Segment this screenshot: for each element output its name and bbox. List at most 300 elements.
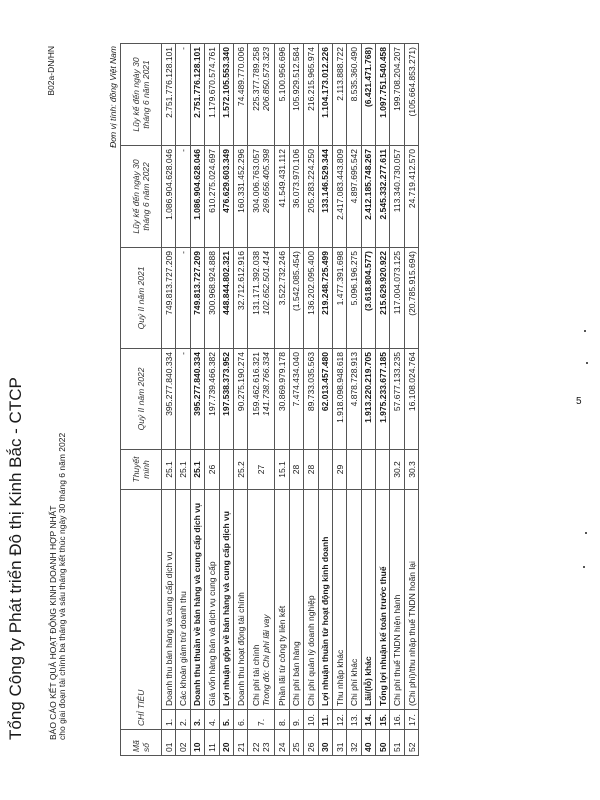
- row-ytd-2021: [318, 44, 332, 146]
- row-note: [289, 450, 303, 490]
- scan-mark: [585, 532, 587, 534]
- row-note: [318, 450, 332, 490]
- row-ytd-2021-text: 5.100.956.696: [277, 47, 288, 102]
- row-item: [190, 490, 204, 710]
- table-row: [205, 44, 219, 756]
- row-note: [275, 450, 289, 490]
- row-q2-2021: [205, 248, 219, 349]
- header-item: CHỈ TIÊU: [121, 490, 162, 730]
- row-ytd-2021: [275, 44, 289, 146]
- row-note-text: 25.1: [192, 461, 203, 478]
- row-q2-2021: [176, 248, 190, 349]
- row-code-text: 51: [392, 742, 403, 752]
- row-q2-2022-text: 1.913.220.219.705: [363, 352, 374, 423]
- table-row: [176, 44, 190, 756]
- row-item-text: (Chi phí)/thu nhập thuế TNDN hoãn lại: [406, 561, 417, 706]
- row-item: [248, 490, 275, 710]
- row-q2-2021-text: 749.813.727.209: [163, 251, 174, 315]
- row-note: [347, 450, 361, 490]
- row-item: [376, 490, 390, 710]
- row-q2-2021: [289, 248, 303, 349]
- row-number-text: 4.: [206, 718, 217, 726]
- table-row: [390, 44, 404, 756]
- row-ytd-2022: [376, 146, 390, 248]
- row-ytd-2021-text: 1.104.173.012.226: [320, 47, 331, 118]
- report-period: cho giai đoạn tài chính ba tháng và sáu tháng kết thúc ngày 30 tháng 6 năm 2022: [57, 432, 67, 740]
- row-q2-2022-text: 16.108.024.764: [406, 352, 417, 412]
- row-item: [275, 490, 289, 710]
- row-number: [233, 710, 247, 730]
- row-code: [404, 730, 418, 756]
- row-code: [304, 730, 318, 756]
- row-code: [318, 730, 332, 756]
- row-q2-2021: [219, 248, 233, 349]
- row-code-text: 10: [192, 742, 203, 752]
- row-note: [390, 450, 404, 490]
- row-q2-2021: [275, 248, 289, 349]
- row-q2-2021-text: (20.785.915.694): [406, 251, 417, 316]
- row-code: [162, 730, 176, 756]
- table-header-row: [121, 44, 162, 756]
- row-number: [361, 710, 375, 730]
- row-q2-2022: [289, 349, 303, 450]
- row-ytd-2022-text: 160.331.452.296: [235, 149, 246, 213]
- row-note-text: 28: [291, 464, 302, 475]
- row-code: [390, 730, 404, 756]
- row-q2-2021: [248, 248, 275, 349]
- row-number: [248, 710, 275, 730]
- row-number: [304, 710, 318, 730]
- row-q2-2022: [404, 349, 418, 450]
- row-code: [289, 730, 303, 756]
- row-ytd-2021-text: 1.097.751.540.458: [377, 47, 388, 118]
- row-q2-2021-text: 300.968.924.888: [206, 251, 217, 315]
- row-ytd-2022-text: 41.549.431.112: [277, 149, 288, 208]
- row-item-text: Chi phí thuế TNDN hiện hành: [392, 594, 403, 706]
- row-ytd-2022: [162, 146, 176, 248]
- row-note-text: 30.2: [392, 461, 403, 478]
- row-number-text: 7.: [256, 718, 267, 726]
- row-ytd-2022: [318, 146, 332, 248]
- row-ytd-2022-text: 2.545.332.277.611: [377, 149, 388, 220]
- row-ytd-2022: [404, 146, 418, 248]
- row-item: [361, 490, 375, 710]
- row-code-text: 26: [305, 742, 316, 752]
- row-item: [162, 490, 176, 710]
- row-ytd-2022: [289, 146, 303, 248]
- row-q2-2021-text: (3.618.804.577): [363, 251, 374, 312]
- row-ytd-2021-text: 8.535.360.490: [348, 47, 359, 102]
- row-q2-2022: [190, 349, 204, 450]
- row-q2-2022-text: 57.677.133.235: [392, 352, 403, 412]
- row-q2-2022-text: 159.462.616.321: [251, 352, 262, 416]
- row-note-text: 26: [206, 464, 217, 475]
- table-row: [376, 44, 390, 756]
- row-number: [162, 710, 176, 730]
- row-code-text: 25: [291, 742, 302, 752]
- row-q2-2021-text: -: [178, 251, 189, 254]
- row-ytd-2021: [361, 44, 375, 146]
- row-q2-2022: [275, 349, 289, 450]
- row-code-text: 02: [178, 742, 189, 752]
- company-name: Tổng Công ty Phát triển Đô thị Kinh Bắc - CTCP: [6, 377, 25, 740]
- row-q2-2021-text: 32.712.612.916: [235, 251, 246, 311]
- table-row: [404, 44, 418, 756]
- row-ytd-2021: [233, 44, 247, 146]
- row-code: [190, 730, 204, 756]
- row-q2-2021-text: 215.629.920.922: [377, 251, 388, 315]
- row-q2-2022: [248, 349, 275, 450]
- row-code: [376, 730, 390, 756]
- row-note: [219, 450, 233, 490]
- row-number: [332, 710, 346, 730]
- row-ytd-2022-text: 2.412.185.748.267: [363, 149, 374, 220]
- row-code-text: 40: [363, 742, 374, 752]
- row-note-text: 27: [256, 464, 267, 475]
- row-ytd-2022: [176, 146, 190, 248]
- row-ytd-2022: [304, 146, 318, 248]
- row-number: [205, 710, 219, 730]
- row-ytd-2021-text: 225.377.789.258: [251, 47, 262, 111]
- table-row: [275, 44, 289, 756]
- row-item: [176, 490, 190, 710]
- report-title: BÁO CÁO KẾT QUẢ HOẠT ĐỘNG KINH DOANH HỢP NHẤT: [48, 505, 58, 740]
- row-code: [233, 730, 247, 756]
- row-item-sub: Trong đó: Chi phí lãi vay: [261, 614, 272, 706]
- row-number: [219, 710, 233, 730]
- row-ytd-2021: [376, 44, 390, 146]
- row-ytd-2022-text: 36.073.970.106: [291, 149, 302, 209]
- table-row: [289, 44, 303, 756]
- row-ytd-2022-text: 304.006.763.057: [251, 149, 262, 213]
- row-number-text: 12.: [334, 714, 345, 726]
- row-note: [404, 450, 418, 490]
- row-ytd-2022-sub: 269.656.405.398: [261, 149, 272, 213]
- row-code-text: 22: [251, 742, 262, 752]
- row-number-text: 5.: [221, 718, 232, 726]
- row-q2-2022: [361, 349, 375, 450]
- row-item-text: Phần lãi từ công ty liên kết: [277, 605, 288, 706]
- row-q2-2021-text: 749.813.727.209: [192, 251, 203, 315]
- row-q2-2022-text: 4.878.728.913: [348, 352, 359, 407]
- row-ytd-2021-text: 216.215.965.974: [305, 47, 316, 111]
- row-item-text: Doanh thu hoạt động tài chính: [235, 592, 246, 706]
- row-code-text: 11: [206, 743, 217, 752]
- row-item-text: Doanh thu bán hàng và cung cấp dịch vụ: [163, 551, 174, 706]
- row-note-text: 25.1: [178, 461, 189, 478]
- row-ytd-2021-text: 1.572.105.553.340: [221, 47, 232, 118]
- row-note-text: 15.1: [277, 461, 288, 478]
- row-code: [248, 730, 275, 756]
- row-q2-2021-text: 5.096.196.275: [348, 251, 359, 306]
- row-ytd-2021-text: 2.751.776.128.101: [192, 47, 203, 118]
- table-row: [233, 44, 247, 756]
- table-row: [248, 44, 275, 756]
- row-ytd-2021: [289, 44, 303, 146]
- row-ytd-2021-text: 2.751.776.128.101: [163, 47, 174, 118]
- row-code-text: 20: [221, 742, 232, 752]
- currency-unit: Đơn vị tính: đồng Việt Nam: [108, 46, 118, 148]
- row-code: [205, 730, 219, 756]
- row-number: [190, 710, 204, 730]
- row-q2-2022-text: 90.275.190.274: [235, 352, 246, 412]
- row-note: [361, 450, 375, 490]
- row-ytd-2021-text: 105.929.512.584: [291, 47, 302, 111]
- row-q2-2022-text: 197.739.466.382: [206, 352, 217, 416]
- table-row: [190, 44, 204, 756]
- row-q2-2021-text: 219.248.725.499: [320, 251, 331, 315]
- row-item: [304, 490, 318, 710]
- scan-mark: [583, 566, 585, 568]
- row-q2-2022-text: 395.277.840.334: [163, 352, 174, 416]
- row-number: [275, 710, 289, 730]
- row-q2-2022-text: 1.918.098.948.618: [334, 352, 345, 423]
- row-note: [376, 450, 390, 490]
- row-number: [318, 710, 332, 730]
- row-q2-2021: [233, 248, 247, 349]
- row-q2-2022-text: 30.869.979.178: [277, 352, 288, 412]
- header-q2-2021: Quý II năm 2021: [121, 248, 162, 349]
- row-q2-2021: [190, 248, 204, 349]
- row-q2-2021-text: 117.004.073.125: [392, 251, 403, 315]
- row-q2-2022-text: 62.013.457.480: [320, 352, 331, 412]
- row-number-text: 17.: [406, 714, 417, 726]
- row-ytd-2021-text: 199.708.204.207: [392, 47, 403, 111]
- row-q2-2021: [390, 248, 404, 349]
- row-item: [404, 490, 418, 710]
- row-item-text: Các khoản giảm trừ doanh thu: [178, 591, 189, 706]
- row-note-text: 28: [305, 464, 316, 475]
- row-ytd-2022: [332, 146, 346, 248]
- table-row: [304, 44, 318, 756]
- row-q2-2021: [162, 248, 176, 349]
- header-q2-2022: Quý II năm 2022: [121, 349, 162, 450]
- row-q2-2021: [376, 248, 390, 349]
- row-number-text: 13.: [348, 714, 359, 726]
- row-number: [390, 710, 404, 730]
- table-row: [318, 44, 332, 756]
- row-code-text: 52: [406, 742, 417, 752]
- row-item-text: Giá vốn hàng bán và dịch vụ cung cấp: [206, 561, 217, 706]
- row-code-sub: 23: [261, 742, 272, 752]
- table-row: [162, 44, 176, 756]
- row-code: [219, 730, 233, 756]
- table-row: [332, 44, 346, 756]
- row-q2-2021-text: 131.171.392.038: [251, 251, 262, 315]
- row-number-text: 10.: [305, 714, 316, 726]
- row-note: [248, 450, 275, 490]
- row-ytd-2021: [390, 44, 404, 146]
- row-q2-2021: [332, 248, 346, 349]
- scan-mark: [586, 362, 588, 364]
- row-q2-2022-sub: 141.738.766.334: [261, 352, 272, 416]
- row-item-text: Doanh thu thuần về bán hàng và cung cấp dịch vụ: [192, 502, 203, 706]
- row-item-text: Thu nhập khác: [334, 649, 345, 706]
- row-item-text: Lợi nhuận thuần từ hoạt động kinh doanh: [320, 536, 331, 706]
- row-q2-2022: [347, 349, 361, 450]
- row-ytd-2022-text: 24.719.412.570: [406, 149, 417, 209]
- header-ytd-2021: Lũy kế đến ngày 30 tháng 6 năm 2021: [121, 44, 162, 146]
- row-number: [376, 710, 390, 730]
- row-q2-2021: [347, 248, 361, 349]
- page-number: 5: [576, 396, 582, 407]
- row-ytd-2022-text: 133.146.529.344: [320, 149, 331, 213]
- row-note: [233, 450, 247, 490]
- row-q2-2022: [219, 349, 233, 450]
- row-note: [162, 450, 176, 490]
- row-item: [205, 490, 219, 710]
- row-number-text: 2.: [178, 718, 189, 726]
- row-code: [361, 730, 375, 756]
- row-q2-2021-text: 3.522.732.246: [277, 251, 288, 306]
- row-ytd-2021-text: 1.179.670.574.761: [206, 47, 217, 118]
- row-ytd-2021: [248, 44, 275, 146]
- row-ytd-2021: [205, 44, 219, 146]
- table-row: [219, 44, 233, 756]
- row-ytd-2022: [361, 146, 375, 248]
- header-note: Thuyết minh: [121, 450, 162, 490]
- scan-mark: [584, 330, 586, 332]
- row-number-text: 15.: [377, 714, 388, 726]
- row-ytd-2022: [233, 146, 247, 248]
- row-q2-2022: [390, 349, 404, 450]
- row-q2-2022-text: -: [178, 352, 189, 355]
- row-code-text: 21: [235, 742, 246, 752]
- row-ytd-2022-text: 205.283.224.250: [305, 149, 316, 213]
- row-q2-2022: [162, 349, 176, 450]
- row-note: [304, 450, 318, 490]
- row-number-text: 8.: [277, 718, 288, 726]
- row-ytd-2022-text: 2.417.083.443.809: [334, 149, 345, 220]
- row-item: [233, 490, 247, 710]
- row-ytd-2022-text: 610.275.024.697: [206, 149, 217, 213]
- row-ytd-2022-text: 1.086.904.628.046: [163, 149, 174, 220]
- row-note-text: 25.2: [235, 461, 246, 478]
- row-code-text: 31: [334, 742, 345, 752]
- row-number-text: 6.: [235, 718, 246, 726]
- row-number-text: 1.: [163, 718, 174, 726]
- row-item: [347, 490, 361, 710]
- row-q2-2022-text: 1.975.233.677.185: [377, 352, 388, 423]
- row-q2-2022: [376, 349, 390, 450]
- row-note-text: 29: [334, 464, 345, 475]
- row-item-text: Tổng lợi nhuận kế toán trước thuế: [377, 566, 388, 706]
- row-ytd-2021-text: 2.113.888.722: [334, 47, 345, 101]
- row-item-text: Chi phí khác: [348, 658, 359, 706]
- row-ytd-2022-text: 113.340.730.057: [392, 149, 403, 213]
- header-ytd-2022: Lũy kế đến ngày 30 tháng 6 năm 2022: [121, 146, 162, 248]
- row-number: [347, 710, 361, 730]
- row-code-text: 32: [348, 742, 359, 752]
- row-code-text: 50: [377, 742, 388, 752]
- row-q2-2021-text: 1.477.391.698: [334, 251, 345, 306]
- row-ytd-2021: [304, 44, 318, 146]
- row-item-text: Lãi/(lỗ) khác: [363, 656, 374, 706]
- row-ytd-2021-sub: 206.850.573.323: [261, 47, 272, 111]
- row-code: [275, 730, 289, 756]
- row-q2-2022: [176, 349, 190, 450]
- row-q2-2021: [318, 248, 332, 349]
- row-code-text: 24: [277, 742, 288, 752]
- row-number-text: 14.: [363, 714, 374, 726]
- row-ytd-2022: [190, 146, 204, 248]
- row-ytd-2021: [332, 44, 346, 146]
- row-q2-2022-text: 197.538.373.952: [221, 352, 232, 416]
- row-ytd-2021-text: (6.421.471.768): [363, 47, 374, 108]
- row-note: [190, 450, 204, 490]
- row-code: [347, 730, 361, 756]
- row-ytd-2022: [275, 146, 289, 248]
- row-number: [404, 710, 418, 730]
- row-number-text: 3.: [192, 718, 203, 726]
- row-q2-2022: [205, 349, 219, 450]
- row-item: [332, 490, 346, 710]
- row-ytd-2022: [205, 146, 219, 248]
- row-q2-2022-text: 395.277.840.334: [192, 352, 203, 416]
- form-code: B02a-DN/HN: [46, 46, 56, 96]
- row-note: [205, 450, 219, 490]
- table-row: [347, 44, 361, 756]
- row-ytd-2021-text: 74.489.770.006: [235, 47, 246, 107]
- row-item: [219, 490, 233, 710]
- row-item-text: Chi phí tài chính: [251, 644, 262, 706]
- row-note-text: 30.3: [406, 461, 417, 478]
- row-ytd-2021: [347, 44, 361, 146]
- row-ytd-2021: [219, 44, 233, 146]
- row-code-text: 01: [163, 742, 174, 752]
- row-note: [176, 450, 190, 490]
- row-q2-2022: [332, 349, 346, 450]
- row-q2-2022-text: 7.474.434.040: [291, 352, 302, 407]
- row-q2-2021: [404, 248, 418, 349]
- row-q2-2022: [233, 349, 247, 450]
- row-ytd-2021-text: -: [178, 47, 189, 50]
- row-item-text: Lợi nhuận gộp về bán hàng và cung cấp dịch vụ: [221, 511, 232, 706]
- row-ytd-2022: [390, 146, 404, 248]
- row-ytd-2022: [347, 146, 361, 248]
- row-number-text: 11.: [320, 714, 331, 726]
- row-ytd-2022-text: 1.086.904.628.046: [192, 149, 203, 220]
- row-ytd-2022: [219, 146, 233, 248]
- row-item: [318, 490, 332, 710]
- row-code: [332, 730, 346, 756]
- row-ytd-2022-text: 476.629.603.349: [221, 149, 232, 213]
- row-q2-2021-sub: 102.652.501.414: [261, 251, 272, 315]
- row-ytd-2021: [190, 44, 204, 146]
- row-ytd-2021: [404, 44, 418, 146]
- row-note: [332, 450, 346, 490]
- row-ytd-2021: [162, 44, 176, 146]
- row-item: [390, 490, 404, 710]
- row-ytd-2022: [248, 146, 275, 248]
- row-q2-2021: [304, 248, 318, 349]
- row-number-text: 9.: [291, 718, 302, 726]
- row-item-text: Chi phí quản lý doanh nghiệp: [305, 595, 316, 706]
- row-ytd-2022-text: 4.897.695.542: [348, 149, 359, 204]
- row-q2-2021-text: 136.202.095.400: [305, 251, 316, 315]
- row-q2-2021-text: 448.844.802.321: [221, 251, 232, 315]
- income-statement-table: [120, 43, 419, 756]
- row-ytd-2022-text: -: [178, 149, 189, 152]
- row-number: [176, 710, 190, 730]
- row-code-text: 30: [320, 742, 331, 752]
- row-q2-2022: [304, 349, 318, 450]
- row-ytd-2021: [176, 44, 190, 146]
- row-number-text: 16.: [392, 714, 403, 726]
- row-q2-2021-text: (1.542.085.454): [291, 251, 302, 312]
- row-ytd-2021-text: (105.664.853.271): [406, 47, 417, 117]
- row-item: [289, 490, 303, 710]
